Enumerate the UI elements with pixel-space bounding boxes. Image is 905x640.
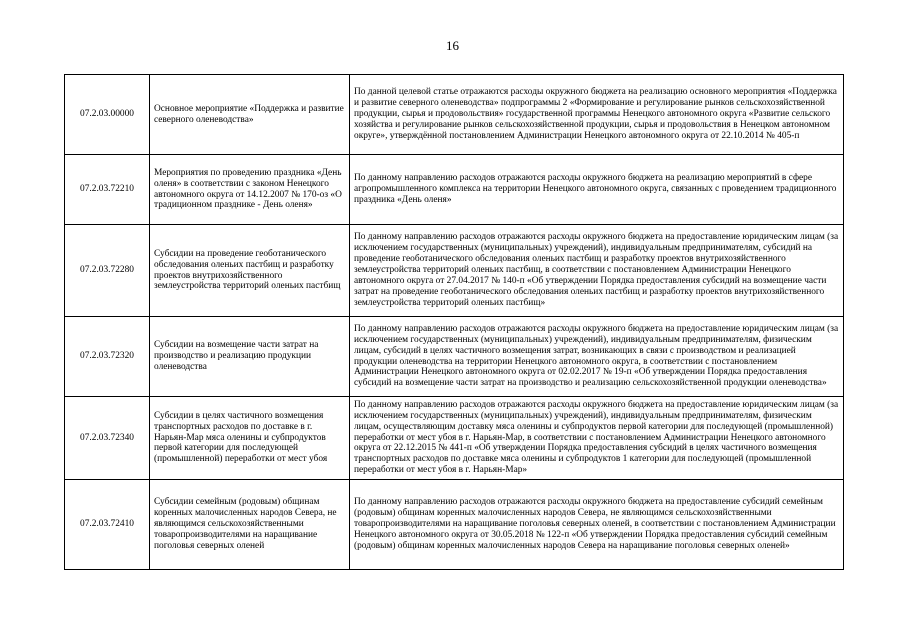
page-number: 16 [446,38,459,53]
target-article-code: 07.2.03.72320 [65,317,150,397]
target-article-name: Субсидии на проведение геоботанического обследования оленьих пастбищ и разработку проектов внутрихозяйственного землеустройства территорий оленьих пастбищ [150,225,350,317]
target-article-name: Субсидии семейным (родовым) общинам коренных малочисленных народов Севера, не являющимся сельскохозяйственными товаропроизводителями на наращивание поголовья северных оленей [150,480,350,570]
target-article-name: Мероприятия по проведению праздника «День оленя» в соответствии с законом Ненецкого автономного округа от 14.12.2007 № 170-оз «О традиционном празднике - День оленя» [150,155,350,225]
target-article-description: По данному направлению расходов отражаются расходы окружного бюджета на предоставление субсидий семейным (родовым) общинам коренных малочисленных народов Севера, не являющимся сельскохозяйственными товаропроизводителями на наращивание поголовья северных оленей, в соответствии с постановлением Администрации Ненецкого автономного округа от 30.05.2018 № 122-п «Об утверждении Порядка предоставления субсидий семейным (родовым) общинам коренных малочисленных народов Севера на наращивание поголовья северных оленей» [350,480,844,570]
target-article-code: 07.2.03.72410 [65,480,150,570]
table-row [65,75,844,155]
budget-classification-table [64,74,844,570]
table-row [65,225,844,317]
target-article-description: По данному направлению расходов отражаются расходы окружного бюджета на реализацию мероприятий в сфере агропромышленного комплекса на территории Ненецкого автономного округа, связанных с проведением традиционного праздника «День оленя» [350,155,844,225]
target-article-description: По данному направлению расходов отражаются расходы окружного бюджета на предоставление юридическим лицам (за исключением государственных (муниципальных) учреждений), индивидуальным предпринимателям, субсидий на проведение геоботанического обследования оленьих пастбищ и разработку проектов внутрихозяйственного землеустройства территорий оленьих пастбищ, в соответствии с постановлением Администрации Ненецкого автономного округа от 27.04.2017 № 140-п «Об утверждении Порядка предоставления субсидий на возмещение части затрат на проведение геоботанического обследования оленьих пастбищ и разработку проектов внутрихозяйственного землеустройства территорий оленьих пастбищ» [350,225,844,317]
target-article-description: По данному направлению расходов отражаются расходы окружного бюджета на предоставление юридическим лицам (за исключением государственных (муниципальных) учреждений), индивидуальным предпринимателям, физическим лицам, осуществляющим доставку мяса оленины и субпродуктов первой категории для последующей (промышленной) переработки от мест убоя в г. Нарьян-Мар, в соответствии с постановлением Администрации Ненецкого автономного округа от 22.12.2015 № 441-п «Об утверждении Порядка предоставления субсидий в целях частичного возмещения транспортных расходов по доставке мяса оленины и субпродуктов 1 категории для последующей (промышленной переработки от мест убоя в г. Нарьян-Мар» [350,397,844,480]
table-row [65,480,844,570]
table-row [65,317,844,397]
target-article-name: Субсидии на возмещение части затрат на производство и реализацию продукции оленеводства [150,317,350,397]
target-article-name: Субсидии в целях частичного возмещения транспортных расходов по доставке в г. Нарьян-Мар мяса оленины и субпродуктов первой категории для последующей (промышленной) переработки от мест убоя [150,397,350,480]
target-article-code: 07.2.03.72210 [65,155,150,225]
table-row [65,397,844,480]
table-row [65,155,844,225]
target-article-description: По данному направлению расходов отражаются расходы окружного бюджета на предоставление юридическим лицам (за исключением государственных (муниципальных) учреждений), индивидуальным предпринимателям, физическим лицам, субсидий в целях частичного возмещения затрат, возникающих в связи с производством и реализацией продукции оленеводства на территории Ненецкого автономного округа, в соответствии с постановлением Администрации Ненецкого автономного округа от 02.02.2017 № 19-п «Об утверждении Порядка предоставления субсидий на возмещение части затрат на производство и реализацию сельскохозяйственной продукции оленеводства» [350,317,844,397]
target-article-code: 07.2.03.72280 [65,225,150,317]
target-article-code: 07.2.03.72340 [65,397,150,480]
target-article-description: По данной целевой статье отражаются расходы окружного бюджета на реализацию основного мероприятия «Поддержка и развитие северного оленеводства» подпрограммы 2 «Формирование и регулирование рынков сельскохозяйственной продукции, сырья и продовольствия» государственной программы Ненецкого автономного округа «Развитие сельского хозяйства и регулирование рынков сельскохозяйственной продукции, сырья и продовольствия в Ненецком автономном округе», утверждённой постановлением Администрации Ненецкого автономного округа от 22.10.2014 № 405-п [350,75,844,155]
target-article-name: Основное мероприятие «Поддержка и развитие северного оленеводства» [150,75,350,155]
target-article-code: 07.2.03.00000 [65,75,150,155]
